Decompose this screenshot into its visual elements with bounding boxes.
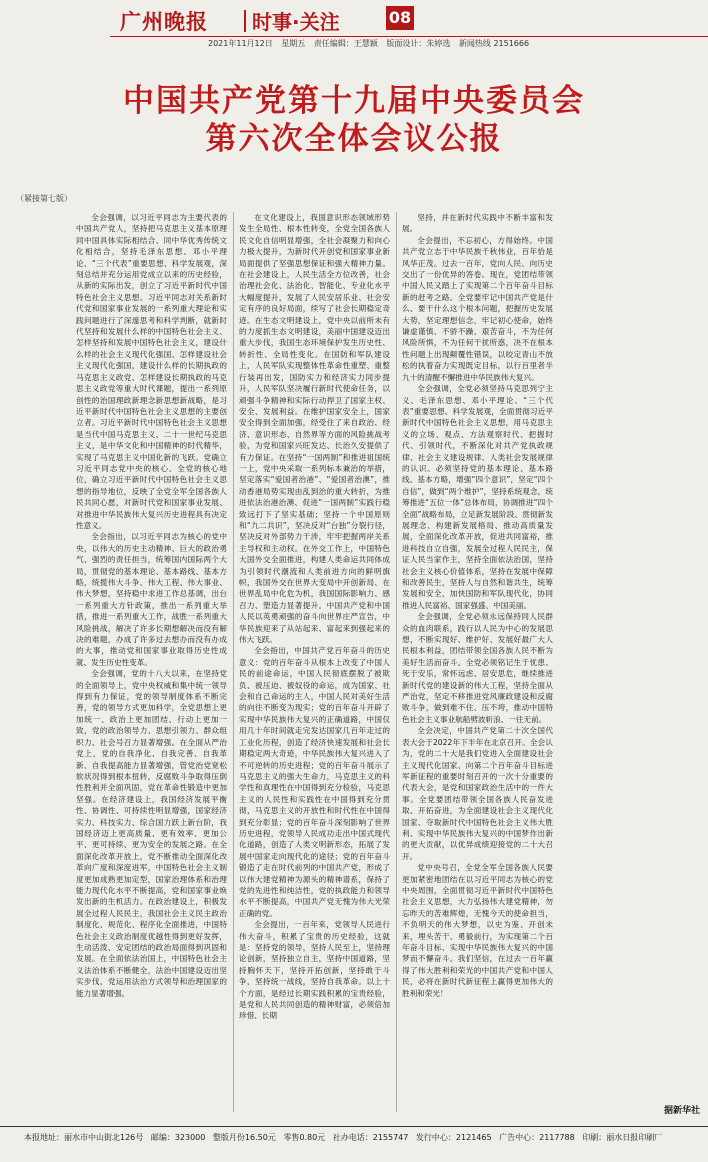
footer-price: 整版月份16.50元 <box>212 1133 276 1142</box>
footer <box>24 1132 667 1143</box>
paragraph: 在文化建设上，我国意识形态领域形势发生全局性、根本性转变，全党全国各族人民文化自信明显增强，全社会凝聚力和向心力极大提升，为新时代开创党和国家事业新局面提供了坚强思想保证和强大精神力量。在社会建设上，人民生活全方位改善，社会治理社会化、法治化、智能化、专业化水平大幅度提升，发展了人民安居乐业、社会安定有序的良好局面，续写了社会长期稳定奇迹。在生态文明建设上，党中央以前所未有的力度抓生态文明建设，美丽中国建设迈出重大步伐，我国生态环境保护发生历史性、转折性、全局性变化。在国防和军队建设上，人民军队实现整体性革命性重塑、重整行装再出发，国防实力和经济实力同步提升，人民军队坚决履行新时代使命任务，以顽强斗争精神和实际行动捍卫了国家主权、安全、发展利益。在维护国家安全上，国家安全得到全面加强，经受住了来自政治、经济、意识形态、自然界等方面的风险挑战考验，为党和国家兴旺发达、长治久安提供了有力保证。在坚持“一国两制”和推进祖国统一上，党中央采取一系列标本兼治的举措，坚定落实“爱国者治港”、“爱国者治澳”，推动香港局势实现由乱到治的重大转折，为推进依法治港治澳、促进“一国两制”实践行稳致远打下了坚实基础；坚持一个中国原则和“九二共识”，坚决反对“台独”分裂行径，坚决反对外部势力干涉，牢牢把握两岸关系主导权和主动权。在外交工作上，中国特色大国外交全面推进，构建人类命运共同体成为引领时代潮流和人类前进方向的鲜明旗帜，我国外交在世界大变局中开创新局、在世界乱局中化危为机，我国国际影响力、感召力、塑造力显著提升。中国共产党和中国人民以英勇顽强的奋斗向世界庄严宣告，中华民族迎来了从站起来、富起来到强起来的伟大飞跃。 <box>239 213 390 645</box>
paragraph: 全会强调，党的十八大以来，在坚持党的全面领导上，党中央权威和集中统一领导得到有力保证，党的领导制度体系不断完善，党的领导方式更加科学，全党思想上更加统一、政治上更加团结、行动上更加一致，党的政治领导力、思想引领力、群众组织力、社会号召力显著增强。在全面从严治党上，党的自我净化、自我完善、自我革新、自我提高能力显著增强，管党治党宽松软状况得到根本扭转，反腐败斗争取得压倒性胜利并全面巩固，党在革命性锻造中更加坚强。在经济建设上，我国经济发展平衡性、协调性、可持续性明显增强，国家经济实力、科技实力、综合国力跃上新台阶，我国经济迈上更高质量、更有效率、更加公平、更可持续、更为安全的发展之路。在全面深化改革开放上，党不断推动全面深化改革向广度和深度进军，中国特色社会主义制度更加成熟更加定型，国家治理体系和治理能力现代化水平不断提高，党和国家事业焕发出新的生机活力。在政治建设上，积极发展全过程人民民主，我国社会主义民主政治制度化、规范化、程序化全面推进，中国特色社会主义政治制度优越性得到更好发挥，生动活泼、安定团结的政治局面得到巩固和发展。在全面依法治国上，中国特色社会主义法治体系不断健全，法治中国建设迈出坚实步伐，党运用法治方式领导和治理国家的能力显著增强。 <box>76 669 227 998</box>
masthead <box>0 0 708 48</box>
paragraph: 全会强调，全党必须坚持马克思列宁主义、毛泽东思想、邓小平理论、“三个代表”重要思想、科学发展观，全面贯彻习近平新时代中国特色社会主义思想，用马克思主义的立场、观点、方法观察时代、把握时代、引领时代，不断深化对共产党执政规律、社会主义建设规律、人类社会发展规律的认识。必须坚持党的基本理论、基本路线、基本方略，增强“四个意识”，坚定“四个自信”，做到“两个维护”，坚持系统观念，统筹推进“五位一体”总体布局，协调推进“四个全面”战略布局，立足新发展阶段、贯彻新发展理念、构建新发展格局、推动高质量发展，全面深化改革开放，促进共同富裕，推进科技自立自强，发展全过程人民民主，保证人民当家作主，坚持全面依法治国，坚持社会主义核心价值体系，坚持在发展中保障和改善民生，坚持人与自然和谐共生，统筹发展和安全，加快国防和军队现代化，协同推进人民富裕、国家强盛、中国美丽。 <box>402 384 553 610</box>
column-2 <box>239 212 390 1112</box>
footer-distribution: 发行中心：2121465 <box>415 1133 492 1142</box>
headline-line-2: 第六次全体会议公报 <box>205 121 503 157</box>
news-hotline: 新闻热线 2151666 <box>458 39 530 48</box>
paragraph: 全会强调，以习近平同志为主要代表的中国共产党人，坚持把马克思主义基本原理同中国具体实际相结合、同中华优秀传统文化相结合，坚持毛泽东思想、邓小平理论、“三个代表”重要思想、科学发展观，深刻总结并充分运用党成立以来的历史经验，从新的实际出发，创立了习近平新时代中国特色社会主义思想。习近平同志对关系新时代党和国家事业发展的一系列重大理论和实践问题进行了深邃思考和科学判断，就新时代坚持和发展什么样的中国特色社会主义、怎样坚持和发展中国特色社会主义，建设什么样的社会主义现代化强国、怎样建设社会主义现代化强国，建设什么样的长期执政的马克思主义政党、怎样建设长期执政的马克思主义政党等重大时代课题，提出一系列原创性的治国理政新理念新思想新战略，是习近平新时代中国特色社会主义思想的主要创立者。习近平新时代中国特色社会主义思想是当代中国马克思主义、二十一世纪马克思主义，是中华文化和中国精神的时代精华，实现了马克思主义中国化新的飞跃。党确立习近平同志党中央的核心、全党的核心地位，确立习近平新时代中国特色社会主义思想的指导地位，反映了全党全军全国各族人民共同心愿，对新时代党和国家事业发展、对推进中华民族伟大复兴历史进程具有决定性意义。 <box>76 213 227 530</box>
article-headline <box>0 82 708 158</box>
footer-postcode: 邮编：323000 <box>150 1133 206 1142</box>
paragraph: 全会强调，全党必须永远保持同人民群众的血肉联系，践行以人民为中心的发展思想，不断实现好、维护好、发展好最广大人民根本利益，团结带领全国各族人民不断为美好生活而奋斗。全党必须铭记生于忧患、死于安乐，常怀远虑、居安思危，继续推进新时代党的建设新的伟大工程，坚持全面从严治党，坚定不移推进党风廉政建设和反腐败斗争，做到难不住、压不垮，推动中国特色社会主义事业航船劈波斩浪、一往无前。 <box>402 612 553 724</box>
footer-retail: 零售0.80元 <box>283 1133 326 1142</box>
issue-date: 2021年11月12日 <box>208 39 273 48</box>
column-divider <box>233 212 234 1112</box>
section-title: 时事·关注 <box>252 10 340 34</box>
column-3 <box>402 212 553 1112</box>
paragraph: 全会提出，一百年来，党领导人民进行伟大奋斗，积累了宝贵的历史经验，这就是：坚持党的领导，坚持人民至上，坚持理论创新，坚持独立自主，坚持中国道路，坚持胸怀天下，坚持开拓创新，坚持敢于斗争，坚持统一战线，坚持自我革命。以上十个方面，是经过长期实践积累的宝贵经验，是党和人民共同创造的精神财富，必须倍加珍惜、长期 <box>239 920 390 1021</box>
column-divider <box>396 212 397 1112</box>
issue-meta <box>208 38 535 49</box>
page-number: 08 <box>386 6 414 30</box>
paragraph: 全会决定，中国共产党第二十次全国代表大会于2022年下半年在北京召开。全会认为，党的二十大是我们党进入全面建设社会主义现代化国家、向第二个百年奋斗目标进军新征程的重要时刻召开的一次十分重要的代表大会，是党和国家政治生活中的一件大事。全党要团结带领全国各族人民奋发进取、开拓奋进，为全面建设社会主义现代化国家、夺取新时代中国特色社会主义伟大胜利、实现中华民族伟大复兴的中国梦作出新的更大贡献，以优异成绩迎接党的二十大召开。 <box>402 726 553 861</box>
issue-weekday: 星期五 <box>281 39 306 48</box>
paragraph: 全会指出，以习近平同志为核心的党中央，以伟大的历史主动精神、巨大的政治勇气、强烈的责任担当，统筹国内国际两个大局，贯彻党的基本理论、基本路线、基本方略，统揽伟大斗争、伟大工程、伟大事业、伟大梦想，坚持稳中求进工作总基调，出台一系列重大方针政策，推出一系列重大举措，推进一系列重大工作，战胜一系列重大风险挑战，解决了许多长期想解决而没有解决的难题，办成了许多过去想办而没有办成的大事，推动党和国家事业取得历史性成就、发生历史性变革。 <box>76 532 227 667</box>
footer-ad: 广告中心：2117788 <box>499 1133 575 1142</box>
footer-address: 本报地址：丽水市中山街北126号 <box>24 1133 144 1142</box>
article-body <box>76 212 708 1122</box>
byline: 据新华社 <box>663 1106 700 1116</box>
paragraph: 坚持，并在新时代实践中不断丰富和发展。 <box>402 213 553 234</box>
paragraph: 全会指出，中国共产党百年奋斗的历史意义：党的百年奋斗从根本上改变了中国人民的前途命运，中国人民彻底摆脱了被欺负、被压迫、被奴役的命运，成为国家、社会和自己命运的主人，中国人民对美好生活的向往不断变为现实；党的百年奋斗开辟了实现中华民族伟大复兴的正确道路，中国仅用几十年时间就走完发达国家几百年走过的工业化历程，创造了经济快速发展和社会长期稳定两大奇迹，中华民族伟大复兴进入了不可逆转的历史进程；党的百年奋斗展示了马克思主义的强大生命力，马克思主义的科学性和真理性在中国得到充分检验，马克思主义的人民性和实践性在中国得到充分贯彻，马克思主义的开放性和时代性在中国得到充分彰显；党的百年奋斗深刻影响了世界历史进程，党领导人民成功走出中国式现代化道路，创造了人类文明新形态，拓展了发展中国家走向现代化的途径；党的百年奋斗锻造了走在时代前列的中国共产党，形成了以伟大建党精神为源头的精神谱系，保持了党的先进性和纯洁性，党的执政能力和领导水平不断提高，中国共产党无愧为伟大光荣正确的党。 <box>239 646 390 918</box>
footer-rule <box>0 1126 708 1127</box>
masthead-divider <box>244 10 246 32</box>
designer: 版面设计：朱婷选 <box>386 39 451 48</box>
publication-name: 广州晚报 <box>120 9 208 34</box>
footer-office: 社办电话：2155747 <box>332 1133 409 1142</box>
editor: 责任编辑：王慧颖 <box>313 39 378 48</box>
masthead-rule <box>110 36 708 37</box>
headline-line-1: 中国共产党第十九届中央委员会 <box>123 83 585 119</box>
continued-note: （紧接第七版） <box>16 194 72 203</box>
footer-printer: 印刷：丽水日报印刷厂 <box>582 1133 663 1142</box>
column-1 <box>76 212 227 1112</box>
paragraph: 党中央号召，全党全军全国各族人民要更加紧密地团结在以习近平同志为核心的党中央周围，全面贯彻习近平新时代中国特色社会主义思想，大力弘扬伟大建党精神，勿忘昨天的苦难辉煌，无愧今天的使命担当，不负明天的伟大梦想，以史为鉴、开创未来，埋头苦干、勇毅前行，为实现第二个百年奋斗目标、实现中华民族伟大复兴的中国梦而不懈奋斗。我们坚信，在过去一百年赢得了伟大胜利和荣光的中国共产党和中国人民，必将在新时代新征程上赢得更加伟大的胜利和荣光！ <box>402 863 553 998</box>
paragraph: 全会提出，不忘初心，方得始终。中国共产党立志于中华民族千秋伟业，百年恰是风华正茂。过去一百年，党向人民、向历史交出了一份优异的答卷。现在，党团结带领中国人民又踏上了实现第二个百年奋斗目标新的赶考之路。全党要牢记中国共产党是什么、要干什么这个根本问题，把握历史发展大势，坚定理想信念，牢记初心使命，始终谦虚谨慎、不骄不躁、艰苦奋斗，不为任何风险所惧，不为任何干扰所惑，决不在根本性问题上出现颠覆性错误，以咬定青山不放松的执着奋力实现既定目标，以行百里者半九十的清醒不懈推进中华民族伟大复兴。 <box>402 235 553 382</box>
